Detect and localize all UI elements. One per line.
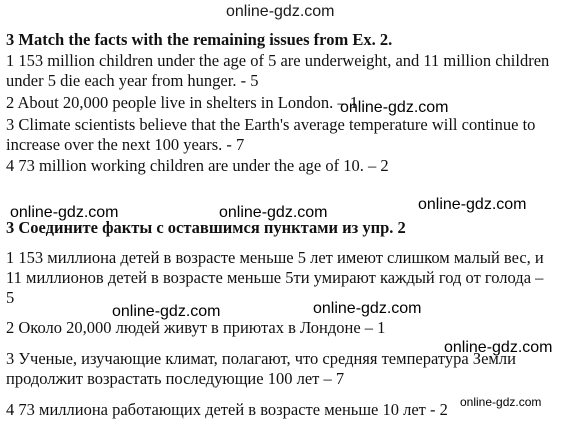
english-item-3-line-2: increase over the next 100 years. - 7 (6, 135, 245, 154)
watermark: online-gdz.com (112, 303, 221, 320)
watermark: online-gdz.com (10, 204, 119, 221)
russian-item-1-line-3: 5 (6, 288, 15, 307)
russian-item-3-line-1: 3 Ученые, изучающие климат, полагают, что средняя температура Земли (6, 349, 516, 368)
english-item-1-line-2: under 5 die each year from hunger. - 5 (6, 71, 259, 90)
english-item-3-line-1: 3 Climate scientists believe that the Earth's average temperature will continue to (6, 115, 536, 134)
russian-item-4: 4 73 миллиона работающих детей в возрасте меньше 10 лет - 2 (6, 400, 448, 419)
english-item-4: 4 73 million working children are under the age of 10. – 2 (6, 156, 389, 175)
watermark: online-gdz.com (340, 99, 449, 116)
english-heading: 3 Match the facts with the remaining issues from Ex. 2. (6, 30, 393, 49)
english-item-2: 2 About 20,000 people live in shelters in London. – 1 (6, 93, 358, 112)
russian-item-1-line-2: 11 миллионов детей в возрасте меньше 5ти умирают каждый год от голода – (6, 268, 544, 287)
watermark: online-gdz.com (418, 196, 527, 213)
watermark: online-gdz.com (444, 339, 553, 356)
russian-item-1-line-1: 1 153 миллиона детей в возрасте меньше 5 лет имеют слишком малый вес, и (6, 248, 544, 267)
russian-item-2: 2 Около 20,000 людей живут в приютах в Лондоне – 1 (6, 318, 386, 337)
russian-item-3-line-2: продолжит возрастать последующие 100 лет – 7 (6, 369, 345, 388)
english-item-1-line-1: 1 153 million children under the age of 5 are underweight, and 11 million children (6, 51, 550, 70)
watermark: online-gdz.com (313, 300, 422, 317)
watermark: online-gdz.com (219, 204, 328, 221)
russian-heading: 3 Соедините факты с оставшимся пунктами из упр. 2 (6, 218, 406, 237)
watermark: online-gdz.com (460, 395, 542, 409)
watermark: online-gdz.com (226, 3, 335, 20)
